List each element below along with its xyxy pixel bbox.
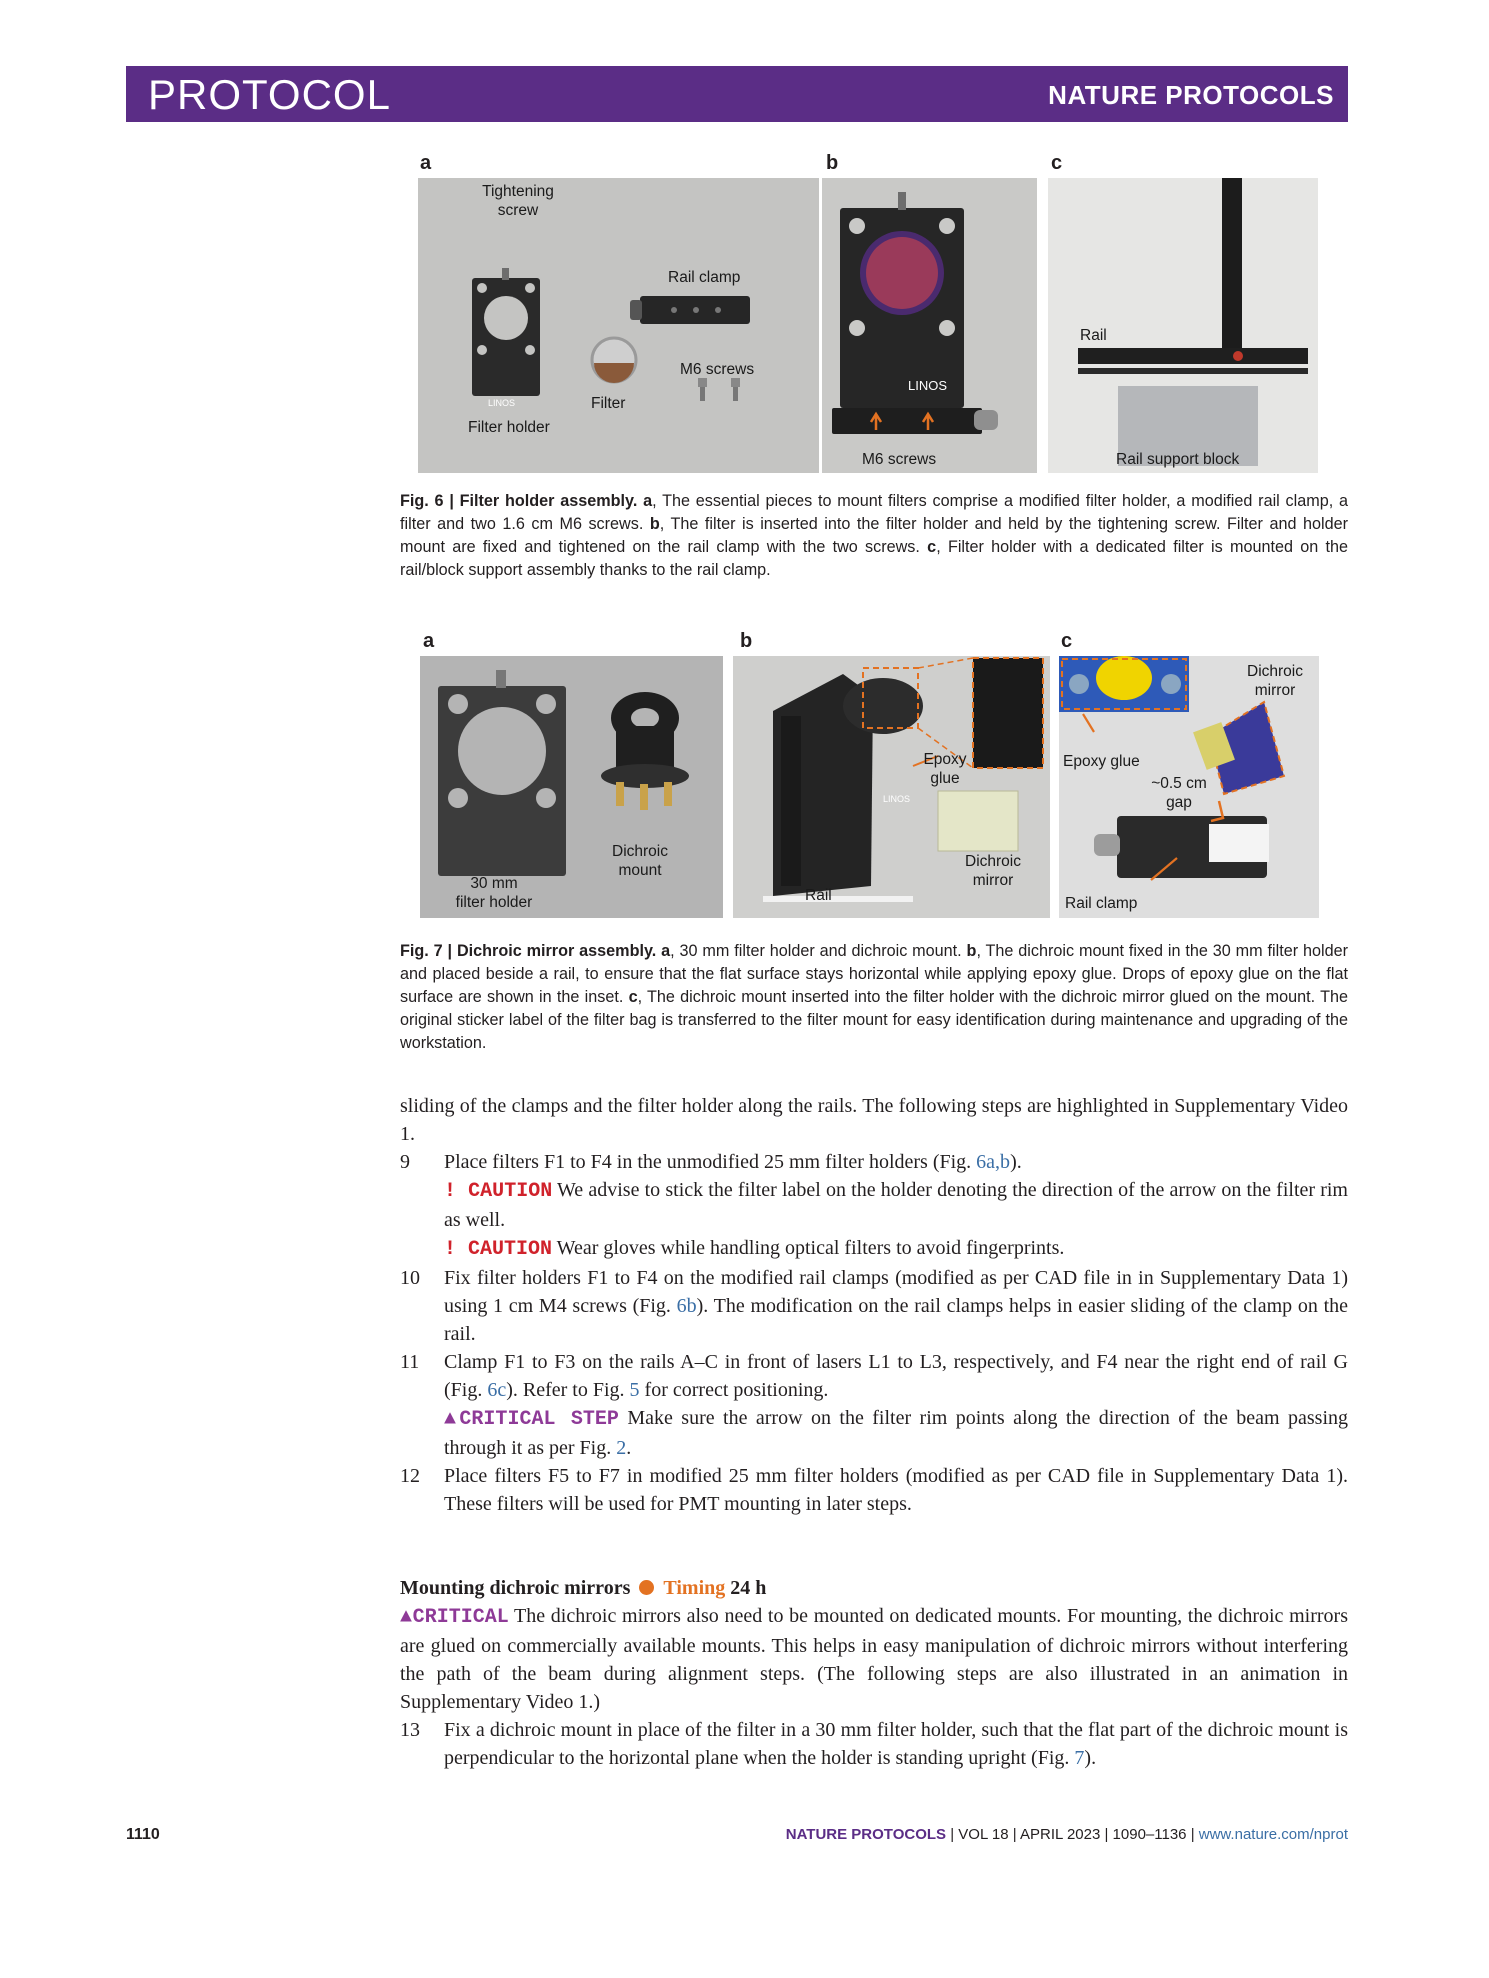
critical-tag: ▲CRITICAL xyxy=(400,1606,509,1629)
fig7-caption xyxy=(400,940,1348,1055)
timing-hours: 24 h xyxy=(730,1577,767,1599)
fig7-caption-title: Fig. 7 | Dichroic mirror assembly. xyxy=(400,942,657,960)
figure-link[interactable]: 6c xyxy=(487,1379,507,1401)
fig6-caption-title: Fig. 6 | Filter holder assembly. xyxy=(400,492,638,510)
critical-paragraph: ▲CRITICAL The dichroic mirrors also need to be mounted on dedicated mounts. For mounting, the dichroic mirrors are glued on commercially available mounts. This helps in easy manipulation of dichroic mirrors without interfering the path of the beam during alignment steps. (The following steps are also illustrated in an animation in Supplementary Video 1.) xyxy=(400,1605,1348,1713)
step-13: 13 Fix a dichroic mount in place of the filter in a 30 mm filter holder, such that the flat part of the dichroic mount is perpendicular to the horizontal plane when the holder is standing upright (Fig. 7). xyxy=(400,1716,1348,1772)
label-rail: Rail xyxy=(1080,327,1107,344)
label-rail: Rail xyxy=(805,887,832,904)
caution-note-2: ! CAUTION Wear gloves while handling optical filters to avoid fingerprints. xyxy=(444,1237,1065,1261)
step-10: 10 Fix filter holders F1 to F4 on the modified rail clamps (modified as per CAD file in in Supplementary Data 1) using 1 cm M4 screws (Fig. 6b). The modification on the rail clamps helps in easier sliding of the clamp on the rail. xyxy=(400,1264,1348,1348)
step-number: 10 xyxy=(400,1267,420,1289)
footer-journal-name: NATURE PROTOCOLS xyxy=(785,1826,947,1843)
label-m6-screws: M6 screws xyxy=(862,451,937,468)
step-number: 11 xyxy=(400,1351,420,1373)
label-30mm-filter-holder: 30 mm filter holder xyxy=(455,875,533,911)
fig6a-photo xyxy=(418,178,819,473)
fig6-caption xyxy=(400,490,1348,582)
label-filter: Filter xyxy=(591,395,626,412)
fig7-panel-c-letter: c xyxy=(1061,630,1073,652)
fig7-caption-text-c: , The dichroic mount inserted into the filter holder with the dichroic mirror glued on the mount. The original sticker label of the filter bag is transferred to the filter mount for easy identification during maintenance and upgrading of the workstation. xyxy=(400,988,1348,1052)
critical-step-tag: ▲CRITICAL STEP xyxy=(444,1408,619,1431)
fig7-caption-a: a xyxy=(661,942,671,960)
label-rail-clamp: Rail clamp xyxy=(668,269,741,286)
fig6-caption-b: b xyxy=(649,515,660,533)
label-tightening-screw: Tightening screw xyxy=(482,183,554,219)
step-number: 13 xyxy=(400,1719,420,1741)
fig6-caption-text-c: , Filter holder with a dedicated filter is mounted on the rail/block support assembly thanks to the rail clamp. xyxy=(400,538,1348,579)
fig6b-illustration xyxy=(822,178,1037,473)
step-11: 11 Clamp F1 to F3 on the rails A–C in front of lasers L1 to L3, respectively, and F4 near the right end of rail G (Fig. 6c). Refer to Fig. 5 for correct positioning. xyxy=(400,1348,1348,1404)
brand-logo-linos: LINOS xyxy=(883,794,911,804)
figure-link[interactable]: 6a,b xyxy=(976,1151,1011,1173)
fig7-caption-text-a: , 30 mm filter holder and dichroic mount. xyxy=(670,942,967,960)
label-dichroic-mount: Dichroic mount xyxy=(612,843,668,879)
fig7-caption-b: b xyxy=(966,942,977,960)
figure-link[interactable]: 5 xyxy=(629,1379,640,1401)
timing-label: Timing xyxy=(663,1577,726,1599)
fig6b-photo xyxy=(822,178,1037,473)
step-9: 9 Place filters F1 to F4 in the unmodified 25 mm filter holders (Fig. 6a,b). xyxy=(400,1148,1348,1176)
protocol-steps xyxy=(400,1092,1348,1772)
journal-name: NATURE PROTOCOLS xyxy=(1048,80,1334,110)
label-gap: ~0.5 cm gap xyxy=(1151,775,1207,811)
label-epoxy-glue: Epoxy glue xyxy=(923,751,967,787)
fig7a-photo xyxy=(420,656,723,918)
caution-note-1: ! CAUTION We advise to stick the filter label on the holder denoting the direction of the arrow on the filter rim as well. xyxy=(444,1179,1348,1231)
footer-citation xyxy=(786,1826,1348,1843)
label-rail-clamp: Rail clamp xyxy=(1065,895,1138,912)
intro-paragraph: sliding of the clamps and the filter holder along the rails. The following steps are highlighted in Supplementary Video 1. xyxy=(400,1095,1348,1145)
label-m6-screws: M6 screws xyxy=(680,361,755,378)
fig6-caption-text-b: , The filter is inserted into the filter holder and held by the tightening screw. Filter and holder mount are fixed and tightened on the rail clamp with the two screws. xyxy=(400,515,1348,556)
fig7b-photo xyxy=(733,656,1050,918)
journal-header-bar xyxy=(126,66,1348,122)
footer-issue: | VOL 18 | APRIL 2023 | 1090–1136 | xyxy=(946,1826,1199,1843)
step-number: 9 xyxy=(400,1151,410,1173)
fig6-caption-text-a: , The essential pieces to mount filters comprise a modified filter holder, a modified rail clamp, a filter and two 1.6 cm M6 screws. xyxy=(400,492,1348,533)
fig6-caption-c: c xyxy=(927,538,937,556)
fig7-caption-text-b: , The dichroic mount fixed in the 30 mm filter holder and placed beside a rail, to ensure that the flat surface stays horizontal while applying epoxy glue. Drops of epoxy glue on the flat surface are shown in the inset. xyxy=(400,942,1348,1006)
fig7-panel-b-letter: b xyxy=(740,630,753,652)
label-filter-holder: Filter holder xyxy=(468,419,550,436)
critical-step-note: ▲CRITICAL STEP Make sure the arrow on the filter rim points along the direction of the beam passing through it as per Fig. 2. xyxy=(444,1407,1348,1459)
page-number: 1110 xyxy=(126,1826,160,1843)
caution-tag: ! CAUTION xyxy=(444,1180,553,1203)
figure-link[interactable]: 7 xyxy=(1074,1747,1085,1769)
fig7-caption-c: c xyxy=(628,988,638,1006)
step-number: 12 xyxy=(400,1465,420,1487)
fig6c-photo xyxy=(1048,178,1318,473)
label-dichroic-mirror: Dichroic mirror xyxy=(1247,663,1303,699)
step-12: 12 Place filters F5 to F7 in modified 25 mm filter holders (modified as per CAD file in Supplementary Data 1). These filters will be used for PMT mounting in later steps. xyxy=(400,1462,1348,1518)
fig6-panel-c-letter: c xyxy=(1051,152,1063,174)
footer-url-link[interactable]: www.nature.com/nprot xyxy=(1198,1826,1348,1843)
fig7c-photo xyxy=(1059,656,1319,918)
label-dichroic-mirror: Dichroic mirror xyxy=(965,853,1021,889)
fig7-panel-a-letter: a xyxy=(423,630,435,652)
caution-tag: ! CAUTION xyxy=(444,1238,553,1261)
fig6-caption-a: a xyxy=(643,492,653,510)
timing-dot-icon xyxy=(639,1580,654,1595)
brand-logo-linos: LINOS xyxy=(908,378,948,393)
fig6-panel-a-letter: a xyxy=(420,152,432,174)
label-epoxy-glue: Epoxy glue xyxy=(1063,753,1140,770)
section-title: Mounting dichroic mirrors xyxy=(400,1577,631,1599)
brand-logo-linos: LINOS xyxy=(488,398,516,408)
figure-link[interactable]: 2 xyxy=(616,1437,627,1459)
fig6-panel-b-letter: b xyxy=(826,152,839,174)
section-heading xyxy=(400,1574,1348,1602)
figure-link[interactable]: 6b xyxy=(676,1295,697,1317)
label-rail-support-block: Rail support block xyxy=(1116,451,1240,468)
section-title: PROTOCOL xyxy=(148,71,391,118)
